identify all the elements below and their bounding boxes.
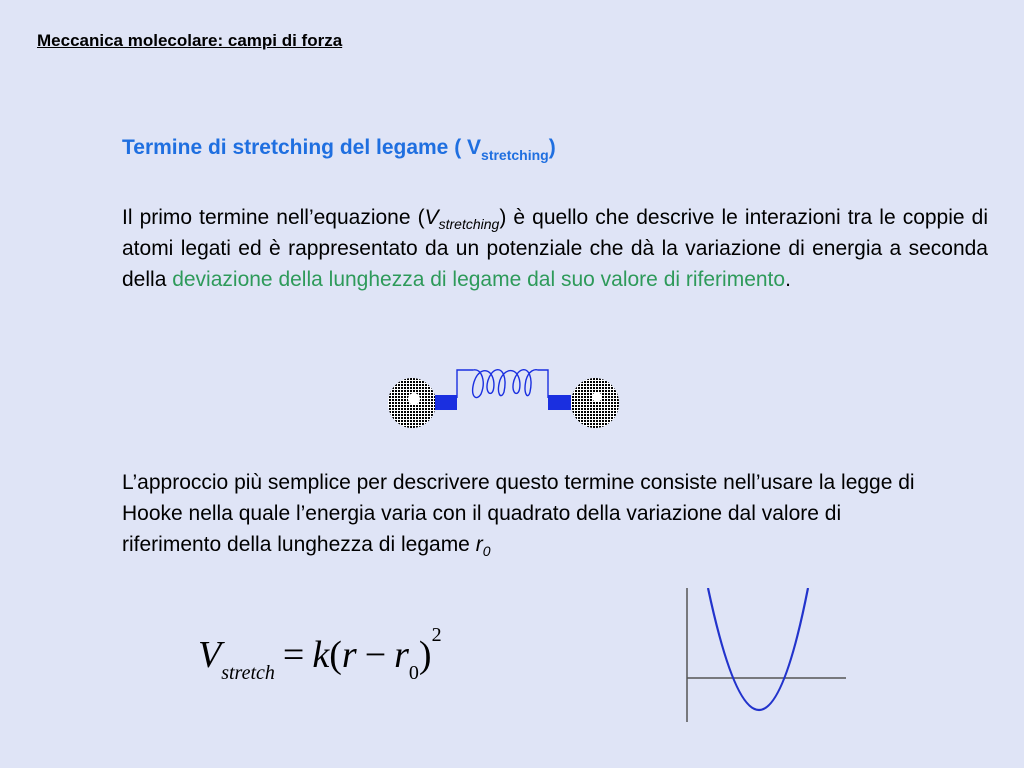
formula-lhs: V	[198, 634, 222, 676]
right-atom-highlight	[592, 392, 602, 402]
right-atom	[571, 378, 619, 428]
formula-exponent: 2	[431, 624, 442, 646]
hooke-variable: r	[475, 533, 483, 556]
hooke-paragraph	[122, 467, 942, 560]
intro-text-c: .	[785, 268, 791, 291]
potential-parabola-plot	[680, 588, 850, 728]
hooke-text: L’approccio più semplice per descrivere questo termine consiste nell’usare la legge di Hooke nella quale l’energia varia con il quadrato della variazione dal valore di riferimento della lunghezza di legame	[122, 471, 915, 556]
right-connector	[548, 395, 571, 410]
section-title-close: )	[548, 136, 556, 159]
formula-r0: r	[394, 634, 409, 676]
intro-variable-subscript: stretching	[438, 216, 500, 232]
left-atom-highlight	[408, 393, 420, 405]
formula-open-paren: (	[329, 634, 342, 676]
formula-minus: −	[364, 634, 387, 676]
hooke-formula	[198, 624, 442, 685]
formula-close-paren: )	[418, 634, 432, 676]
intro-paragraph	[122, 202, 988, 295]
intro-highlight: deviazione della lunghezza di legame dal suo valore di riferimento	[172, 268, 786, 291]
formula-equals: =	[282, 634, 305, 676]
formula-r0-subscript: 0	[408, 662, 419, 684]
spring-molecule-illustration	[383, 360, 627, 432]
hooke-variable-subscript: 0	[482, 543, 491, 559]
intro-text-a: Il primo termine nell’equazione (	[122, 206, 425, 229]
potential-curve	[708, 588, 808, 710]
section-title-subscript: stretching	[481, 147, 549, 163]
intro-text-b: ) è quello che descrive le interazioni tra le coppie di atomi legati ed è rappresentato da un potenziale che dà la variazione di energia a seconda della	[122, 206, 989, 291]
section-title	[122, 136, 556, 163]
spring-coil	[457, 370, 548, 398]
slide-header: Meccanica molecolare: campi di forza	[37, 31, 343, 50]
left-connector	[435, 395, 457, 410]
formula-r: r	[341, 634, 357, 676]
formula-k: k	[312, 634, 330, 676]
intro-variable: V	[424, 206, 439, 229]
section-title-text: Termine di stretching del legame ( V	[122, 136, 482, 159]
formula-lhs-subscript: stretch	[221, 662, 275, 684]
